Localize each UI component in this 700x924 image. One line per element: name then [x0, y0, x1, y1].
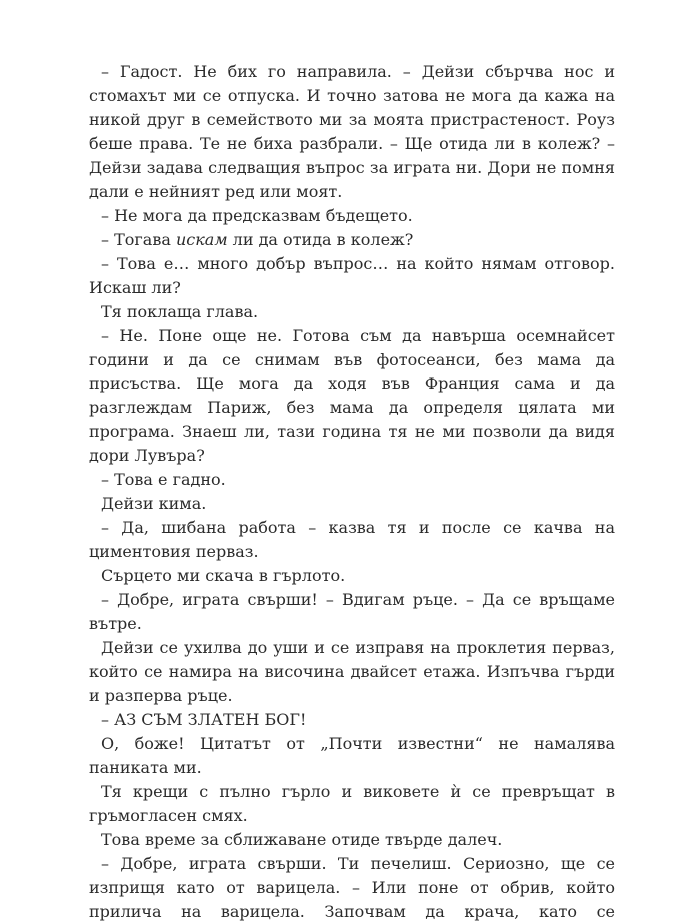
paragraph-text: Това време за сближаване отиде твърде далеч. [101, 830, 503, 849]
paragraph [89, 780, 615, 828]
paragraph-text: – АЗ СЪМ ЗЛАТЕН БОГ! [101, 710, 307, 729]
paragraph [89, 708, 615, 732]
paragraph-text: Тя крещи с пълно гърло и виковете ѝ се превръщат в гръмогласен смях. [89, 782, 615, 825]
paragraph [89, 468, 615, 492]
paragraph-text: – Гадост. Не бих го направила. – Дейзи сбърчва нос и стомахът ми се отпуска. И точно затова не мога да кажа на никой друг в семейството ми за моята пристрастеност. Роуз беше права. Те не биха разбрали. – Ще отида ли в колеж? – Дейзи задава следващия въпрос за играта ни. Дори не помня дали е нейният ред или моят. [89, 62, 615, 201]
paragraph [89, 636, 615, 708]
paragraph-text: – Добре, играта свърши. Ти печелиш. Сериозно, ще се изприщя като от варицела. – Или поне от обрив, който прилича на варицела. Започвам да крача, като се [89, 854, 615, 921]
paragraph [89, 852, 615, 924]
paragraph-text: – Добре, играта свърши! – Вдигам ръце. – Да се връщаме вътре. [89, 590, 615, 633]
paragraph [89, 516, 615, 564]
paragraph [89, 60, 615, 204]
paragraph [89, 252, 615, 300]
paragraph [89, 564, 615, 588]
paragraph [89, 828, 615, 852]
paragraph-text: ли да отида в колеж? [227, 230, 414, 249]
paragraph [89, 324, 615, 468]
paragraph-text: – Да, шибана работа – казва тя и после се качва на циментовия перваз. [89, 518, 615, 561]
paragraph-text: О, боже! Цитатът от „Почти известни“ не намалява паниката ми. [89, 734, 615, 777]
paragraph [89, 204, 615, 228]
paragraph-text: – Това е… много добър въпрос… на който нямам отговор. Искаш ли? [89, 254, 615, 297]
paragraph-text: – Не. Поне още не. Готова съм да навърша осемнайсет години и да се снимам във фотосеанси, без мама да присъства. Ще мога да ходя във Франция сама и да разглеждам Париж, без мама да определя цялата ми програма. Знаеш ли, тази година тя не ми позволи да видя дори Лувъра? [89, 326, 615, 465]
paragraph [89, 228, 615, 252]
paragraph-text: Тя поклаща глава. [101, 302, 259, 321]
paragraph [89, 300, 615, 324]
paragraph-text: Дейзи кима. [101, 494, 207, 513]
paragraph-text: Сърцето ми скача в гърлото. [101, 566, 346, 585]
paragraph [89, 732, 615, 780]
paragraph-text: – Не мога да предсказвам бъдещето. [101, 206, 413, 225]
italic-text: искам [175, 230, 228, 249]
paragraph [89, 492, 615, 516]
paragraph-text: Дейзи се ухилва до уши и се изправя на проклетия перваз, който се намира на височина двайсет етажа. Изпъчва гърди и разперва ръце. [89, 638, 615, 705]
paragraph [89, 588, 615, 636]
paragraph-text: – Това е гадно. [101, 470, 226, 489]
paragraph-text: – Тогава [101, 230, 176, 249]
book-page [89, 60, 615, 924]
